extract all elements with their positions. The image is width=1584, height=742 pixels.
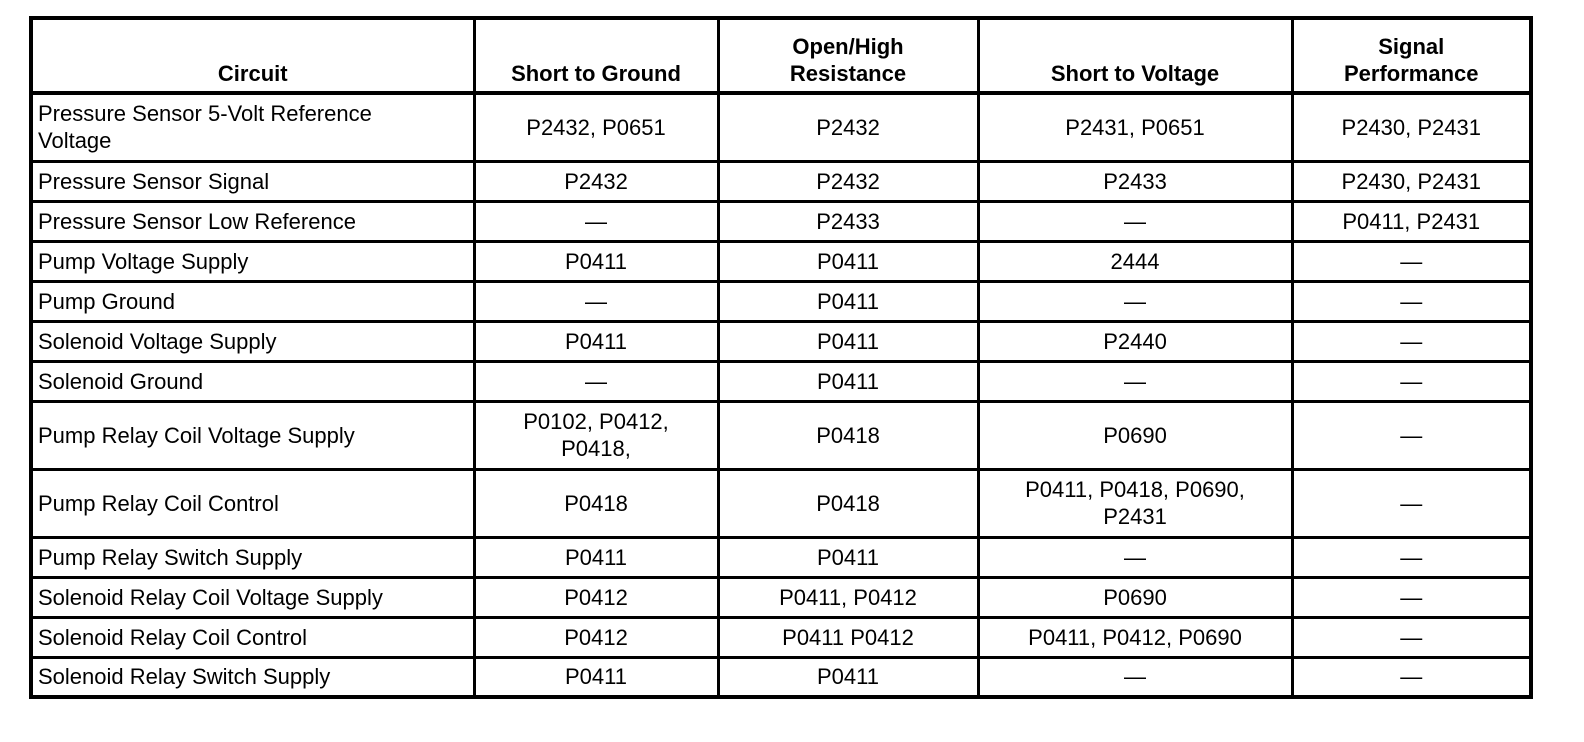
open-high-resistance-cell: P0411 [718, 361, 978, 401]
short-to-ground-cell: P0412 [474, 577, 718, 617]
open-high-resistance-cell: P0411, P0412 [718, 577, 978, 617]
table-row [31, 537, 1531, 577]
signal-performance-cell: — [1292, 469, 1531, 537]
column-header-open-high-resistance: Open/High Resistance [718, 18, 978, 93]
short-to-ground-cell: P2432, P0651 [474, 93, 718, 161]
short-to-voltage-cell: — [978, 657, 1292, 697]
circuit-cell: Pressure Sensor Low Reference [31, 201, 474, 241]
table-row [31, 201, 1531, 241]
open-high-resistance-cell: P0411 [718, 241, 978, 281]
short-to-ground-cell: P0418 [474, 469, 718, 537]
short-to-voltage-cell: P0690 [978, 401, 1292, 469]
short-to-voltage-cell: P0411, P0418, P0690, P2431 [978, 469, 1292, 537]
short-to-voltage-cell: P0690 [978, 577, 1292, 617]
signal-performance-cell: — [1292, 657, 1531, 697]
open-high-resistance-cell: P0411 [718, 321, 978, 361]
table-row [31, 93, 1531, 161]
open-high-resistance-cell: P0411 [718, 281, 978, 321]
circuit-dtc-table [29, 16, 1533, 699]
circuit-cell: Pump Relay Switch Supply [31, 537, 474, 577]
column-header-short-to-voltage: Short to Voltage [978, 18, 1292, 93]
table-header [31, 18, 1531, 93]
short-to-voltage-cell: — [978, 361, 1292, 401]
short-to-ground-cell: P0412 [474, 617, 718, 657]
signal-performance-cell: — [1292, 241, 1531, 281]
circuit-cell: Solenoid Ground [31, 361, 474, 401]
signal-performance-cell: — [1292, 321, 1531, 361]
signal-performance-cell: — [1292, 537, 1531, 577]
short-to-ground-cell: — [474, 201, 718, 241]
open-high-resistance-cell: P0411 P0412 [718, 617, 978, 657]
circuit-cell: Pump Ground [31, 281, 474, 321]
table-row [31, 361, 1531, 401]
open-high-resistance-cell: P0411 [718, 537, 978, 577]
short-to-ground-cell: P2432 [474, 161, 718, 201]
signal-performance-cell: P0411, P2431 [1292, 201, 1531, 241]
circuit-cell: Pump Voltage Supply [31, 241, 474, 281]
header-row [31, 18, 1531, 93]
table-row [31, 241, 1531, 281]
column-header-signal-performance: Signal Performance [1292, 18, 1531, 93]
table-row [31, 617, 1531, 657]
short-to-voltage-cell: 2444 [978, 241, 1292, 281]
short-to-voltage-cell: — [978, 201, 1292, 241]
circuit-cell: Pressure Sensor 5-Volt Reference Voltage [31, 93, 474, 161]
circuit-cell: Solenoid Relay Coil Control [31, 617, 474, 657]
short-to-voltage-cell: P2433 [978, 161, 1292, 201]
column-header-short-to-ground: Short to Ground [474, 18, 718, 93]
circuit-cell: Solenoid Voltage Supply [31, 321, 474, 361]
short-to-ground-cell: P0411 [474, 537, 718, 577]
short-to-voltage-cell: P2440 [978, 321, 1292, 361]
open-high-resistance-cell: P0418 [718, 469, 978, 537]
open-high-resistance-cell: P0418 [718, 401, 978, 469]
short-to-ground-cell: P0411 [474, 321, 718, 361]
table-row [31, 401, 1531, 469]
table-row [31, 321, 1531, 361]
signal-performance-cell: P2430, P2431 [1292, 93, 1531, 161]
circuit-cell: Solenoid Relay Switch Supply [31, 657, 474, 697]
table-row [31, 469, 1531, 537]
table-row [31, 281, 1531, 321]
short-to-voltage-cell: P0411, P0412, P0690 [978, 617, 1292, 657]
signal-performance-cell: — [1292, 361, 1531, 401]
circuit-cell: Solenoid Relay Coil Voltage Supply [31, 577, 474, 617]
signal-performance-cell: — [1292, 617, 1531, 657]
short-to-ground-cell: P0102, P0412, P0418, [474, 401, 718, 469]
short-to-ground-cell: P0411 [474, 657, 718, 697]
short-to-voltage-cell: — [978, 281, 1292, 321]
table-body [31, 93, 1531, 697]
signal-performance-cell: — [1292, 401, 1531, 469]
open-high-resistance-cell: P2432 [718, 93, 978, 161]
signal-performance-cell: — [1292, 281, 1531, 321]
open-high-resistance-cell: P0411 [718, 657, 978, 697]
circuit-cell: Pump Relay Coil Control [31, 469, 474, 537]
circuit-cell: Pump Relay Coil Voltage Supply [31, 401, 474, 469]
circuit-cell: Pressure Sensor Signal [31, 161, 474, 201]
signal-performance-cell: — [1292, 577, 1531, 617]
column-header-circuit: Circuit [31, 18, 474, 93]
table-row [31, 161, 1531, 201]
open-high-resistance-cell: P2432 [718, 161, 978, 201]
short-to-voltage-cell: P2431, P0651 [978, 93, 1292, 161]
short-to-ground-cell: — [474, 361, 718, 401]
short-to-ground-cell: — [474, 281, 718, 321]
short-to-ground-cell: P0411 [474, 241, 718, 281]
table-row [31, 657, 1531, 697]
short-to-voltage-cell: — [978, 537, 1292, 577]
table-row [31, 577, 1531, 617]
signal-performance-cell: P2430, P2431 [1292, 161, 1531, 201]
open-high-resistance-cell: P2433 [718, 201, 978, 241]
